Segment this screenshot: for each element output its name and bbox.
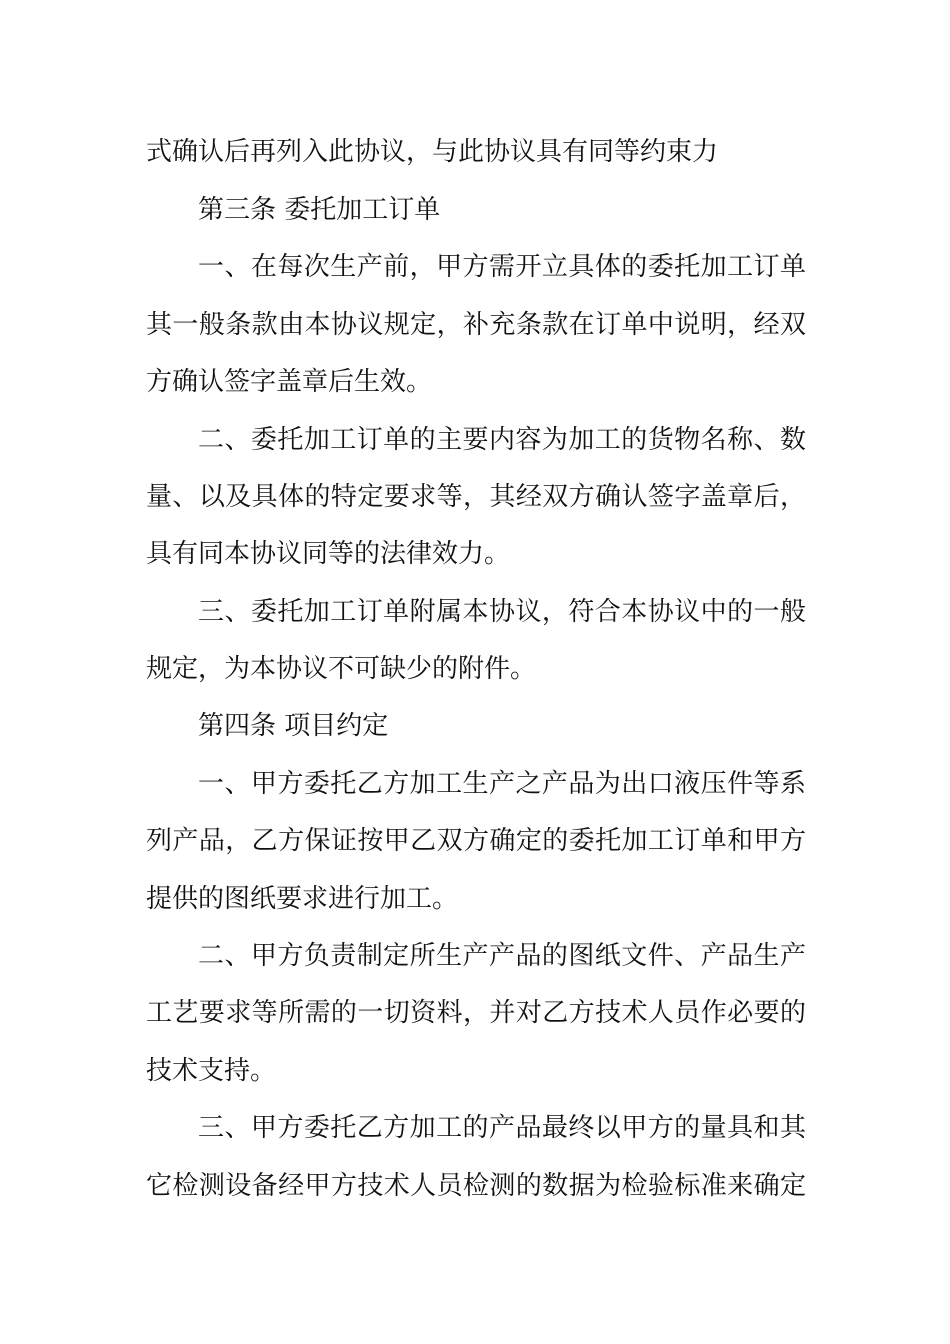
paragraph-line: 三、委托加工订单附属本协议，符合本协议中的一般 [198, 597, 806, 627]
paragraph-line: 技术支持。 [146, 1056, 277, 1086]
paragraph-line: 工艺要求等所需的一切资料，并对乙方技术人员作必要的 [146, 998, 806, 1028]
paragraph-line: 式确认后再列入此协议，与此协议具有同等约束力 [146, 137, 719, 167]
article-heading: 第四条 项目约定 [198, 711, 389, 741]
paragraph-line: 其一般条款由本协议规定，补充条款在订单中说明，经双 [146, 310, 806, 340]
paragraph-line: 一、甲方委托乙方加工生产之产品为出口液压件等系 [198, 769, 806, 799]
paragraph-line: 列产品，乙方保证按甲乙双方确定的委托加工订单和甲方 [146, 826, 806, 856]
paragraph-line: 提供的图纸要求进行加工。 [146, 884, 459, 914]
paragraph-line: 三、甲方委托乙方加工的产品最终以甲方的量具和其 [198, 1113, 806, 1143]
article-heading: 第三条 委托加工订单 [198, 195, 441, 225]
paragraph-line: 量、以及具体的特定要求等，其经双方确认签字盖章后， [146, 482, 806, 512]
paragraph-line: 规定，为本协议不可缺少的附件。 [146, 654, 537, 684]
paragraph-line: 具有同本协议同等的法律效力。 [146, 539, 511, 569]
paragraph-line: 二、甲方负责制定所生产产品的图纸文件、产品生产 [198, 941, 806, 971]
paragraph-line: 一、在每次生产前，甲方需开立具体的委托加工订单 [198, 252, 806, 282]
paragraph-line: 二、委托加工订单的主要内容为加工的货物名称、数 [198, 425, 806, 455]
paragraph-line: 它检测设备经甲方技术人员检测的数据为检验标准来确定 [146, 1171, 806, 1201]
paragraph-line: 方确认签字盖章后生效。 [146, 367, 433, 397]
